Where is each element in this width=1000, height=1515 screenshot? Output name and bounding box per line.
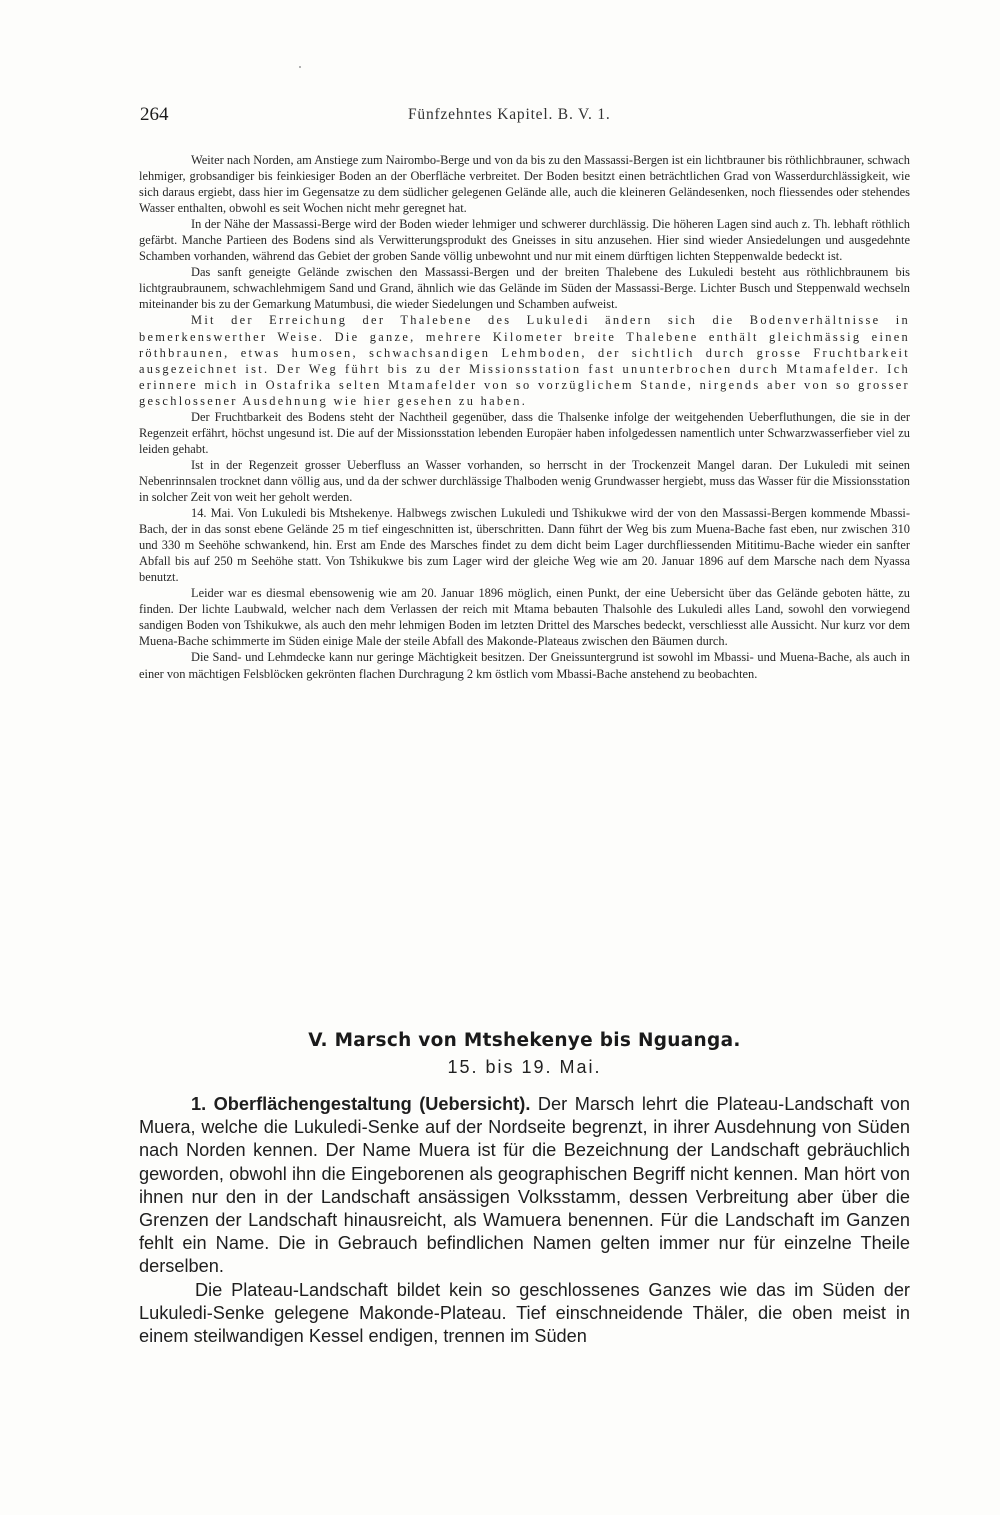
- paragraph: Weiter nach Norden, am Anstiege zum Nairombo-Berge und von da bis zu den Massassi-Bergen ist ein lichtbrauner bis röthlichbrauner, schwach lehmiger, grobsandiger bis feinkiesiger Boden an der Oberfläche verbreitet. Der Boden besitzt einen beträchtlichen Grad von Wasserdurchlässigkeit, wie sich daraus ergiebt, dass hier im Gegensatze zu dem südlicher gelegenen Gelände alle, auch die kleineren Geländesenken, noch fliessendes oder stehendes Wasser enthalten, obwohl es seit Wochen nicht mehr geregnet hat.: [139, 153, 910, 216]
- paragraph-subheading: 1. Oberflächengestaltung (Uebersicht).: [191, 1094, 531, 1114]
- paragraph: Der Fruchtbarkeit des Bodens steht der Nachtheil gegenüber, dass die Thalsenke infolge der weitgehenden Ueberfluthungen, die sie in der Regenzeit erfährt, höchst ungesund ist. Die auf der Missionsstation lebenden Europäer haben infolgedessen namentlich unter Schwarzwasserfieber viel zu leiden gehabt.: [139, 409, 910, 456]
- paragraph: [139, 1093, 910, 1279]
- scan-speck: [299, 66, 301, 68]
- paragraph: 14. Mai. Von Lukuledi bis Mtshekenye. Halbwegs zwischen Lukuledi und Tshikukwe wird der von den Massassi-Bergen kommende Mbassi-Bach, der in das sonst ebene Gelände 25 m tief eingeschnitten ist, überschritten. Dann führt der Weg bis zum Muena-Bache fast eben, nur zwischen 310 und 330 m Seehöhe schwankend, hin. Erst am Ende des Marsches findet zu dem dicht beim Lager durchfliessenden Mititimu-Bache wieder ein sanfter Abfall bis auf 250 m Seehöhe statt. Von Tshikukwe bis zum Lager wird der gleiche Weg wie am 20. Januar 1896 auf dem Marsche nach dem Nyassa benutzt.: [139, 506, 910, 585]
- section-title: V. Marsch von Mtshekenye bis Nguanga.: [308, 1030, 741, 1051]
- paragraph: Die Plateau-Landschaft bildet kein so geschlossenes Ganzes wie das im Süden der Lukuledi-Senke gelegene Makonde-Plateau. Tief einschneidende Thäler, die oben meist in einem steilwandigen Kessel endigen, trennen im Süden: [139, 1279, 910, 1347]
- chapter-heading: Fünfzehntes Kapitel. B. V. 1.: [408, 106, 611, 123]
- paragraph-spaced: Mit der Erreichung der Thalebene des Lukuledi ändern sich die Bodenverhältnisse in bemerkenswerther Weise. Die ganze, mehrere Kilometer breite Thalebene enthält gleichmässig einen röthbraunen, etwas humosen, schwachsandigen Lehmboden, der sichtlich durch grosse Fruchtbarkeit ausgezeichnet ist. Der Weg führt bis zu der Missionsstation fast ununterbrochen durch Mtamafelder. Ich erinnere mich in Ostafrika selten Mtamafelder von so vorzüglichem Stande, nirgends aber von so grosser geschlossener Ausdehnung wie hier gesehen zu haben.: [139, 313, 910, 408]
- small-print-body: [139, 152, 910, 682]
- large-print-body: [139, 1093, 910, 1348]
- running-head: [140, 104, 910, 128]
- paragraph: Leider war es diesmal ebensowenig wie am 20. Januar 1896 möglich, einen Punkt, der eine Uebersicht über das Gelände geboten hätte, zu finden. Der lichte Laubwald, welcher nach dem Verlassen der reich mit Mtama bebauten Thalsohle des Lukuledi alles Land, sowohl den vorwiegend sandigen Boden von Tshikukwe, als auch den mehr lehmigen Boden im letzten Drittel des Marsches bedeckt, verschliesst alle Aussicht. Nur kurz vor dem Muena-Bache schimmerte im Süden einige Male der steile Abfall des Makonde-Plateaus zwischen den Bäumen durch.: [139, 586, 910, 649]
- paragraph-text: Der Marsch lehrt die Plateau-Landschaft von Muera, welche die Lukuledi-Senke auf der Nordseite begrenzt, in ihrer Ausdehnung von Süden nach Norden kennen. Der Name Muera ist für die Bezeichnung der Landschaft gebräuchlich geworden, obwohl ihn die Eingeborenen als geographischen Begriff nicht kennen. Man hört von ihnen nur den in der Landschaft ansässigen Volksstamm, dessen Verbreitung aber über die Grenzen der Landschaft hinausreicht, als Wamuera benennen. Für die Landschaft im Ganzen fehlt ein Name. Die in Gebrauch befindlichen Namen gelten immer nur für einzelne Theile derselben.: [139, 1094, 911, 1277]
- page-number: 264: [140, 104, 169, 125]
- paragraph: Das sanft geneigte Gelände zwischen den Massassi-Bergen und der breiten Thalebene des Lukuledi besteht aus röthlichbraunem bis lichtgraubraunem, schwachlehmigem Sand und Grand, ähnlich wie das Gelände im Süden der Massassi-Berge. Lichter Busch und Steppenwald wechseln miteinander bis zu der Gemarkung Matumbusi, die wieder Siedelungen und Schamben aufweist.: [139, 265, 910, 312]
- paragraph: Ist in der Regenzeit grosser Ueberfluss an Wasser vorhanden, so herrscht in der Trockenzeit Mangel daran. Der Lukuledi mit seinen Nebenrinnsalen trocknet dann völlig aus, und da der schwer durchlässige Thalboden wenig Grundwasser hergiebt, muss das Wasser für die Missionsstation in solcher Zeit von weit her geholt werden.: [139, 457, 910, 504]
- paragraph: Die Sand- und Lehmdecke kann nur geringe Mächtigkeit besitzen. Der Gneissuntergrund ist sowohl im Mbassi- und Muena-Bache, als auch in einer von mächtigen Felsblöcken gekrönten flachen Durchragung 2 km östlich vom Mbassi-Bache anstehend zu beobachten.: [139, 650, 910, 681]
- paragraph: In der Nähe der Massassi-Berge wird der Boden wieder lehmiger und schwerer durchlässig. Die höheren Lagen sind auch z. Th. lebhaft röthlich gefärbt. Manche Partieen des Bodens sind als Verwitterungsprodukt des Gneisses in situ anzusehen. Hier sind wieder Ansiedelungen und ausgedehnte Schamben vorhanden, während das Gebiet der groben Sande völlig unbewohnt und nur mit einem dürftigen lichten Steppenwalde bedeckt ist.: [139, 217, 910, 264]
- section-dates: 15. bis 19. Mai.: [447, 1057, 602, 1077]
- section-heading: [139, 1030, 910, 1078]
